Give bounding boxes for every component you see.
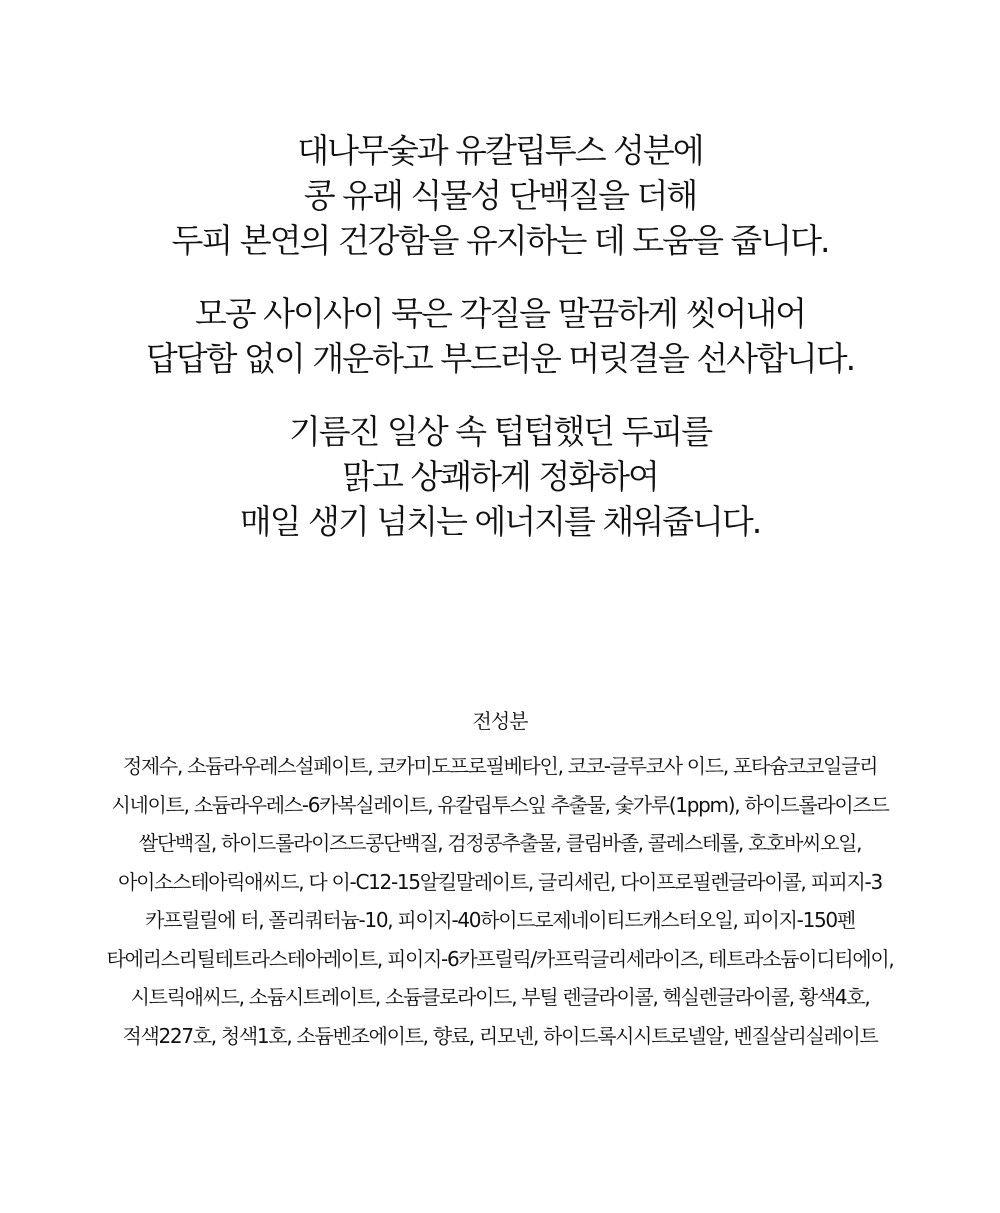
intro-paragraph xyxy=(0,291,1000,381)
ingredients-line: 시네이트, 소듐라우레스-6카복실레이트, 유칼립투스잎 추출물, 숯가루(1ppm), 하이드롤라이즈드 xyxy=(111,792,889,817)
intro-line: 대나무숯과 유칼립투스 성분에 xyxy=(297,131,703,170)
intro-line: 기름진 일상 속 텁텁했던 두피를 xyxy=(288,412,712,451)
intro-line: 콩 유래 식물성 단백질을 더해 xyxy=(303,176,697,215)
ingredients-line: 쌀단백질, 하이드롤라이즈드콩단백질, 검정콩추출물, 클림바졸, 콜레스테롤, 호호바씨오일, xyxy=(138,831,862,855)
intro-paragraph xyxy=(0,128,1000,263)
ingredients-title: 전성분 xyxy=(472,709,528,733)
ingredients-line: 아이소스테아릭애씨드, 다 이-C12-15알킬말레이트, 글리세린, 다이프로필렌글라이콜, 피피지-3 xyxy=(118,869,882,894)
intro-line: 맑고 상쾌하게 정화하여 xyxy=(342,457,658,496)
ingredients-line: 타에리스리틸테트라스테아레이트, 피이지-6카프릴릭/카프릭글리세라이즈, 테트라소듐이디티에이, xyxy=(106,946,894,971)
intro-line: 모공 사이사이 묵은 각질을 말끔하게 씻어내어 xyxy=(194,294,806,333)
intro-line: 두피 본연의 건강함을 유지하는 데 도움을 줍니다. xyxy=(171,221,829,260)
intro-line: 답답함 없이 개운하고 부드러운 머릿결을 선사합니다. xyxy=(145,339,855,378)
ingredients-line: 시트릭애씨드, 소듐시트레이트, 소듐클로라이드, 부틸 렌글라이콜, 헥실렌글라이콜, 황색4호, xyxy=(130,985,870,1009)
ingredients-line: 정제수, 소듐라우레스설페이트, 코카미도프로필베타인, 코코-글루코사 이드, 포타슘코코일글리 xyxy=(122,754,878,778)
intro-paragraph xyxy=(0,409,1000,544)
ingredients-section xyxy=(0,703,1000,1055)
ingredients-line: 적색227호, 청색1호, 소듐벤조에이트, 향료, 리모넨, 하이드록시시트로넬알, 벤질살리실레이트 xyxy=(122,1023,878,1048)
intro-copy xyxy=(0,128,1000,572)
ingredients-line: 카프릴릴에 터, 폴리쿼터늄-10, 피이지-40하이드로제네이티드캐스터오일, 피이지-150펜 xyxy=(145,908,855,932)
intro-line: 매일 생기 넘치는 에너지를 채워줍니다. xyxy=(239,502,761,541)
